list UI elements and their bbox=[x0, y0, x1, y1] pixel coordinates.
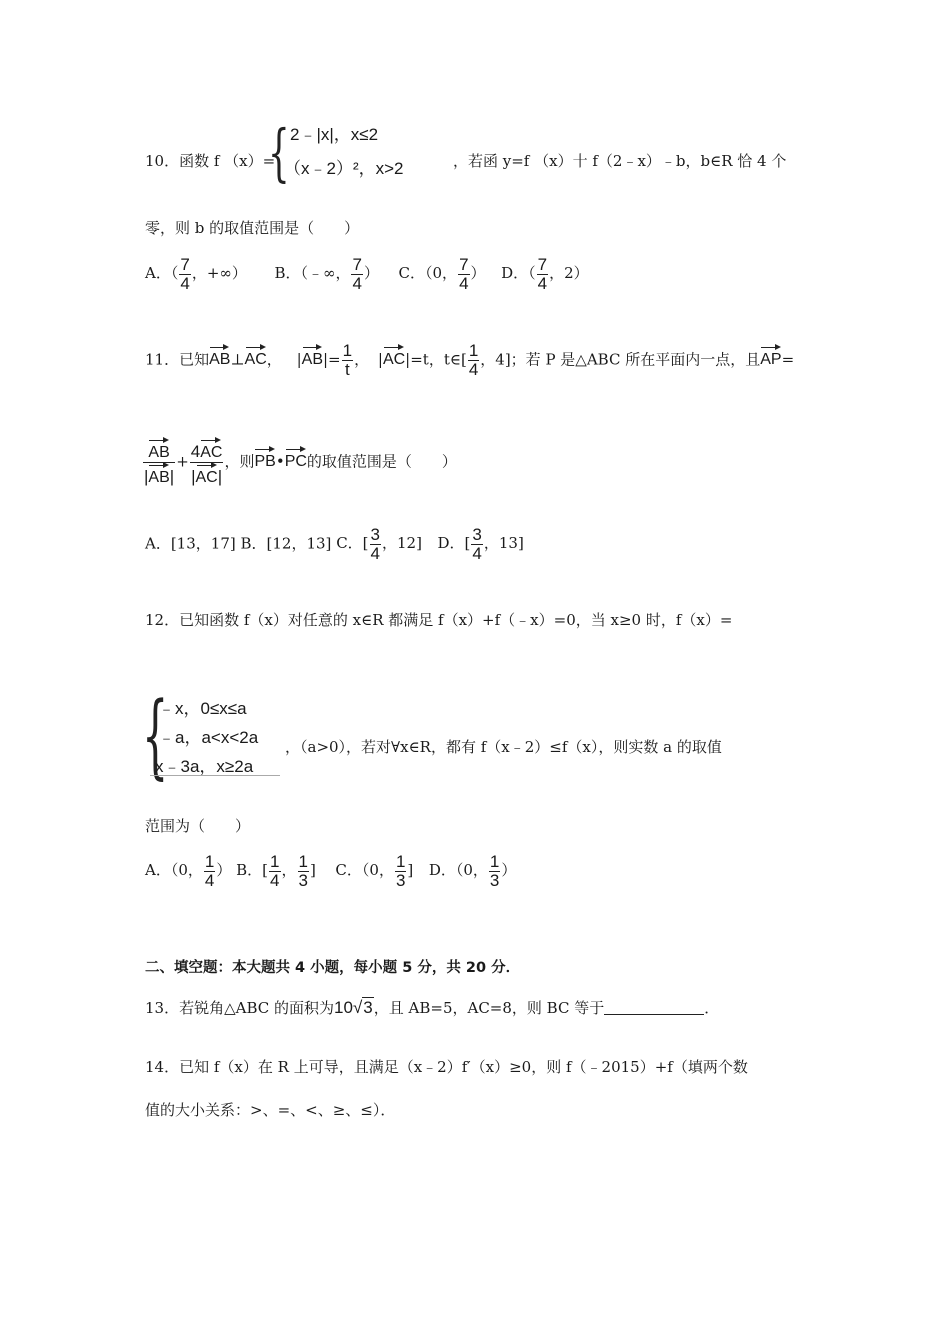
fraction: $\frac{3}{4}$ bbox=[370, 525, 380, 563]
q11-stem: 11．已知AB⊥AC， |AB|= $\frac{1}{t}$ ， |AC|=t，t∈[ $\frac{1}{4}$ ，4]；若 P 是△ABC 所在平面内一点，且AP= bbox=[145, 341, 795, 379]
q12-case3: x﹣3a，x≥2a bbox=[155, 757, 254, 776]
q12-case2: ﹣a，a<x<2a bbox=[158, 728, 259, 747]
vector-ac: AC bbox=[383, 345, 405, 368]
q14-line1: 14．已知 f（x）在 R 上可导，且满足（x﹣2）f′（x）≥0，则 f（﹣2015）+f（填两个数 bbox=[145, 1058, 748, 1076]
q12-opt-b[interactable]: B．[ $\frac{1}{4}$ ， $\frac{1}{3}$ ] bbox=[236, 852, 316, 890]
vector-ap: AP bbox=[760, 345, 781, 368]
fraction: $\frac{7}{4}$ bbox=[352, 255, 362, 293]
q10-prefix: 10．函数 f （x）= bbox=[145, 152, 276, 170]
q11-expr: $\frac{AB}{|AB|}$ + $\frac{4AC}{|AC|}$ ，则PB•PC的取值范围是（ ） bbox=[142, 438, 457, 487]
fraction: $\frac{3}{4}$ bbox=[472, 525, 482, 563]
fraction: $\frac{1}{t}$ bbox=[342, 341, 353, 379]
q12-opt-d[interactable]: D．（0， $\frac{1}{3}$ ） bbox=[428, 852, 517, 890]
q10-opt-d[interactable]: D．（ $\frac{7}{4}$ ，2） bbox=[501, 255, 589, 293]
vector-ab: AB bbox=[209, 345, 230, 368]
fraction: $\frac{1}{3}$ bbox=[489, 852, 500, 890]
section-heading: 二、填空题：本大题共 4 小题，每小题 5 分，共 20 分． bbox=[145, 960, 521, 976]
q10-opt-a[interactable]: A．（ $\frac{7}{4}$ ，+∞） bbox=[145, 255, 247, 293]
q12-case1: ﹣x，0≤x≤a bbox=[158, 699, 247, 718]
vector-pb: PB bbox=[254, 447, 275, 470]
q10-case2: （x﹣2）²，x>2 bbox=[284, 159, 404, 178]
q14-line2: 值的大小关系：>、=、<、≥、≤）． bbox=[145, 1101, 396, 1119]
q10-opt-c[interactable]: C．（0， $\frac{7}{4}$ ） bbox=[398, 255, 486, 293]
vector-ac: AC bbox=[245, 345, 267, 368]
unit-vector-ac: $\frac{4AC}{|AC|}$ bbox=[190, 438, 224, 487]
q12-opt-c[interactable]: C．（0， $\frac{1}{3}$ ] bbox=[335, 852, 414, 890]
q11-opt-a[interactable]: A．[13，17] bbox=[145, 534, 236, 553]
q10-options bbox=[145, 256, 589, 293]
fraction: $\frac{1}{4}$ bbox=[270, 852, 280, 890]
fraction: $\frac{1}{4}$ bbox=[204, 852, 215, 890]
vector-ab: AB bbox=[302, 345, 323, 368]
q10-suffix: ，若函 y=f （x）十 f（2﹣x）﹣b，b∈R 恰 4 个 bbox=[453, 152, 787, 170]
q10-case1: 2﹣|x|，x≤2 bbox=[290, 125, 379, 144]
answer-blank[interactable] bbox=[604, 1000, 704, 1015]
q10-line2: 零，则 b 的取值范围是（ ） bbox=[145, 219, 360, 237]
q13: 13．若锐角△ABC 的面积为10√3，且 AB=5，AC=8，则 BC 等于 ． bbox=[145, 998, 720, 1017]
sqrt-expression: 10√3 bbox=[334, 998, 373, 1017]
q12-line1: 12．已知函数 f（x）对任意的 x∈R 都满足 f（x）+f（﹣x）=0，当 x≥0 时，f（x）= bbox=[145, 611, 733, 629]
q11-options bbox=[145, 526, 524, 563]
q12-options bbox=[145, 853, 516, 890]
q12-brace: { bbox=[142, 682, 169, 789]
fraction: $\frac{1}{3}$ bbox=[395, 852, 406, 890]
q12-line3: 范围为（ ） bbox=[145, 817, 251, 835]
fraction: $\frac{7}{4}$ bbox=[537, 255, 548, 293]
fraction: $\frac{1}{4}$ bbox=[468, 341, 479, 379]
q11-opt-b[interactable]: B．[12，13] bbox=[240, 534, 332, 553]
unit-vector-ab: $\frac{AB}{|AB|}$ bbox=[143, 438, 175, 487]
q10-brace: { bbox=[268, 116, 290, 189]
vector-pc: PC bbox=[285, 447, 307, 470]
fraction: $\frac{7}{4}$ bbox=[180, 255, 190, 293]
q10-opt-b[interactable]: B．（﹣∞， $\frac{7}{4}$ ） bbox=[274, 255, 379, 293]
q12-suffix: ，（a>0），若对∀x∈R，都有 f（x﹣2）≤f（x），则实数 a 的取值 bbox=[285, 738, 722, 756]
q11-opt-c[interactable]: C．[ $\frac{3}{4}$ ，12] bbox=[336, 525, 422, 563]
q12-opt-a[interactable]: A．（0， $\frac{1}{4}$ ） bbox=[145, 852, 232, 890]
fraction: $\frac{7}{4}$ bbox=[459, 255, 469, 293]
q10-stem bbox=[145, 154, 275, 169]
q12-case-underline bbox=[150, 775, 280, 776]
q11-opt-d[interactable]: D．[ $\frac{3}{4}$ ，13] bbox=[437, 525, 524, 563]
fraction: $\frac{1}{3}$ bbox=[298, 852, 308, 890]
